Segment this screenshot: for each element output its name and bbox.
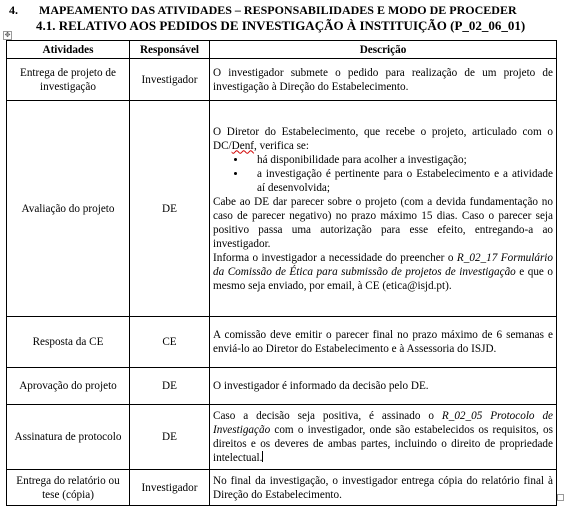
list-item: • há disponibilidade para acolher a investigação;	[247, 153, 553, 167]
table-row	[7, 101, 557, 317]
responsible-cell: DE	[130, 405, 210, 470]
table-row	[7, 368, 557, 405]
responsible-cell: DE	[130, 101, 210, 317]
verification-list	[213, 153, 553, 195]
description-paragraph: Cabe ao DE dar parecer sobre o projeto (com a devida fundamentação no caso de parecer negativo) no prazo máximo 15 dias. Caso o parecer seja positivo passa uma autorização para esse efeito, entregando-a ao investigador.	[213, 195, 553, 250]
description-cell: Caso a decisão seja positiva, é assinado o R_02_05 Protocolo de Investigação com o investigador, onde são estabelecidos os requisitos, os direitos e os deveres de ambas partes, incluindo o direito de propriedade intelectual.	[210, 405, 557, 470]
description-paragraph: Informa o investigador a necessidade do preencher o R_02_17 Formulário da Comissão de Ética para submissão de projetos de investigação e que o mesmo seja enviado, por email, à CE (etica@isjd.pt).	[213, 251, 554, 292]
description-cell: O investigador submete o pedido para realização de um projeto de investigação à Direção do Estabelecimento.	[210, 59, 557, 101]
activities-table	[6, 40, 557, 506]
section-heading	[9, 3, 517, 18]
table-row	[7, 405, 557, 470]
text-cursor	[262, 451, 263, 462]
responsible-cell: DE	[130, 368, 210, 405]
header-responsible: Responsável	[130, 41, 210, 59]
subsection-number: 4.1.	[36, 18, 56, 33]
list-item: • a investigação é pertinente para o Estabelecimento e a atividade aí desenvolvida;	[247, 167, 553, 195]
responsible-cell: Investigador	[130, 470, 210, 506]
description-cell: No final da investigação, o investigador entrega cópia do relatório final à Direção do Estabelecimento.	[210, 470, 557, 506]
subsection-title: RELATIVO AOS PEDIDOS DE INVESTIGAÇÃO À INSTITUIÇÃO (P_02_06_01)	[58, 18, 526, 33]
section-title: MAPEAMENTO DAS ATIVIDADES – RESPONSABILIDADES E MODO DE PROCEDER	[39, 3, 517, 17]
activity-cell: Resposta da CE	[7, 317, 130, 368]
description-cell	[210, 101, 557, 317]
description-cell: O investigador é informado da decisão pelo DE.	[210, 368, 557, 405]
activity-cell: Entrega do relatório ou tese (cópia)	[7, 470, 130, 506]
subsection-heading	[36, 18, 525, 34]
description-cell: A comissão deve emitir o parecer final no prazo máximo de 6 semanas e enviá-lo ao Diretor do Estabelecimento e à Assessoria do ISJD.	[210, 317, 557, 368]
table-move-handle-icon[interactable]: ✥	[4, 31, 11, 39]
responsible-cell: CE	[130, 317, 210, 368]
activity-cell: Avaliação do projeto	[7, 101, 130, 317]
section-number: 4.	[9, 3, 18, 17]
table-resize-handle[interactable]	[557, 494, 564, 501]
protocol-reference: R_02_05 Protocolo de Investigação	[213, 410, 553, 436]
table-header-row	[7, 41, 557, 59]
header-description: Descrição	[210, 41, 557, 59]
table-row	[7, 59, 557, 101]
responsible-cell: Investigador	[130, 59, 210, 101]
activity-cell: Aprovação do projeto	[7, 368, 130, 405]
header-activities: Atividades	[7, 41, 130, 59]
table-row	[7, 317, 557, 368]
spellcheck-flagged-word[interactable]: Denf	[231, 139, 255, 152]
table-row	[7, 470, 557, 506]
activity-cell: Entrega de projeto de investigação	[7, 59, 130, 101]
description-intro: O Diretor do Estabelecimento, que recebe o projeto, articulado com o DC/Denf, verifica se:	[213, 125, 553, 152]
activity-cell: Assinatura de protocolo	[7, 405, 130, 470]
form-reference: R_02_17 Formulário da Comissão de Ética para submissão de projetos de investigação	[213, 251, 553, 278]
